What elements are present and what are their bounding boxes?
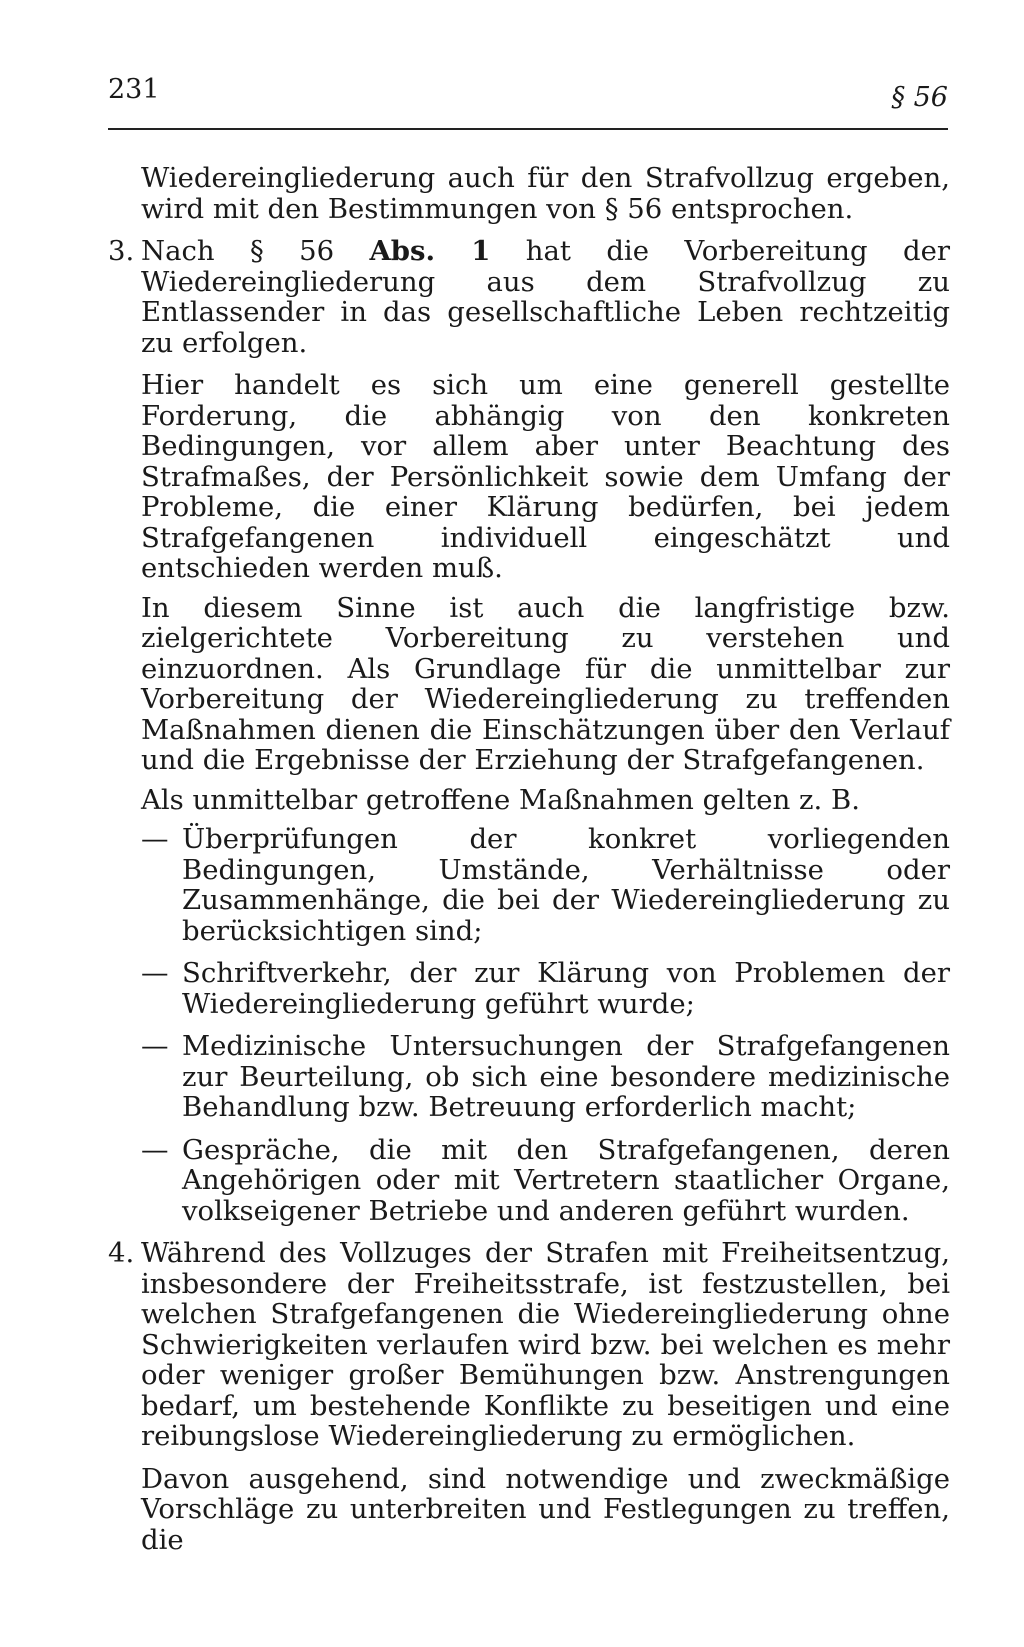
numbered-item-3 [108,236,950,358]
page-number: 231 [108,74,160,105]
page-body [108,163,950,1555]
dash-marker: — [141,957,169,989]
paragraph-hier: Hier handelt es sich um eine generell gestellte Forderung, die abhängig von den konkreten Bedingungen, vor allem aber unter Beachtung des Strafmaßes, der Persönlichkeit sowie dem Umfang der Probleme, die einer Klärung bedürfen, bei jedem Strafgefangenen individuell eingeschätzt und entschieden werden muß. [141,369,950,584]
dash-list-text: Gespräche, die mit den Strafgefangenen, deren Angehörigen oder mit Vertretern staatlicher Organe, volkseigener Betriebe und anderen geführt wurden. [182,1133,950,1227]
dash-list-item [108,824,950,946]
numbered-item-4 [108,1238,950,1452]
item-text: Während des Vollzuges der Strafen mit Freiheitsentzug, insbesondere der Freiheitsstrafe, ist festzustellen, bei welchen Strafgefangenen die Wiedereingliederung ohne Schwierigkeiten verlaufen wird bzw. bei welchen es mehr oder weniger großer Bemühungen bzw. Anstrengungen bedarf, um bestehende Konflikte zu beseitigen und eine reibungslose Wiedereingliederung zu ermöglichen. [141,1237,950,1452]
dash-list-item [108,1031,950,1123]
page-header [108,74,948,130]
paragraph-davon: Davon ausgehend, sind notwendige und zweckmäßige Vorschläge zu unterbreiten und Festlegungen zu treffen, die [141,1462,950,1556]
item-number: 4. [108,1237,135,1269]
section-reference: § 56 [891,82,948,113]
dash-list-item [108,1135,950,1227]
item-text-lead: Nach § 56 [141,235,370,267]
item-text-rest: hat die Vorbereitung der Wiedereingliederung aus dem Strafvollzug zu Entlassender in das gesellschaftliche Leben rechtzeitig zu erfolgen. [141,235,950,359]
paragraph-intro: Wiedereingliederung auch für den Strafvollzug ergeben, wird mit den Bestimmungen von § 56 entsprochen. [141,162,950,225]
dash-marker: — [141,1133,169,1166]
paragraph-massnahmen: Als unmittelbar getroffene Maßnahmen gelten z. B. [141,783,860,816]
item-text-bold: Abs. 1 [369,235,491,267]
dash-list-item [108,958,950,1019]
dash-list-text: Medizinische Untersuchungen der Strafgefangenen zur Beurteilung, ob sich eine besondere medizinische Behandlung bzw. Betreuung erforderlich macht; [182,1030,950,1123]
paragraph-sinne: In diesem Sinne ist auch die langfristige bzw. zielgerichtete Vorbereitung zu verstehen und einzuordnen. Als Grundlage für die unmittelbar zur Vorbereitung der Wiedereingliederung zu treffenden Maßnahmen dienen die Einschätzungen über den Verlauf und die Ergebnisse der Erziehung der Strafgefangenen. [141,591,950,776]
dash-marker: — [141,823,169,855]
header-rule [108,128,948,130]
dash-marker: — [141,1030,169,1062]
dash-list-text: Überprüfungen der konkret vorliegenden Bedingungen, Umstände, Verhältnisse oder Zusammenhänge, die bei der Wiedereingliederung zu berücksichtigen sind; [182,823,950,947]
dash-list-text: Schriftverkehr, der zur Klärung von Problemen der Wiedereingliederung geführt wurde; [182,957,950,1020]
item-number: 3. [108,235,135,267]
